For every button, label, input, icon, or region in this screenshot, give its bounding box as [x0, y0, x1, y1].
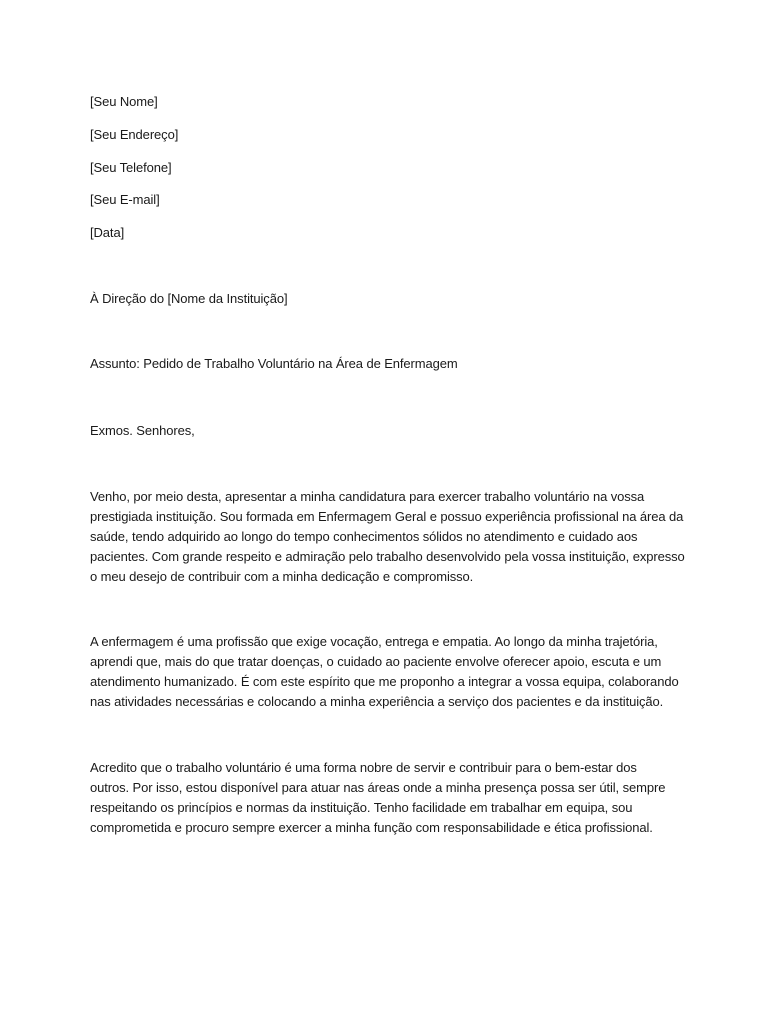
paragraph-line: atendimento humanizado. É com este espírito que me proponho a integrar a vossa equipa, colaborando: [90, 674, 679, 689]
sender-address: [Seu Endereço]: [90, 127, 179, 142]
paragraph-line: respeitando os princípios e normas da instituição. Tenho facilidade em trabalhar em equipa, sou: [90, 800, 633, 815]
recipient-line: À Direção do [Nome da Instituição]: [90, 291, 288, 306]
paragraph-line: pacientes. Com grande respeito e admiração pelo trabalho desenvolvido pela vossa instituição, expresso: [90, 549, 685, 564]
paragraph-1: [90, 487, 685, 587]
sender-phone: [Seu Telefone]: [90, 160, 172, 175]
paragraph-line: Venho, por meio desta, apresentar a minha candidatura para exercer trabalho voluntário na vossa: [90, 489, 645, 504]
paragraph-line: Acredito que o trabalho voluntário é uma forma nobre de servir e contribuir para o bem-estar dos: [90, 760, 637, 775]
salutation: Exmos. Senhores,: [90, 423, 195, 438]
sender-name: [Seu Nome]: [90, 94, 158, 109]
paragraph-line: aprendi que, mais do que tratar doenças, o cuidado ao paciente envolve oferecer apoio, escuta e um: [90, 654, 662, 669]
subject-line: Assunto: Pedido de Trabalho Voluntário na Área de Enfermagem: [90, 356, 458, 371]
paragraph-line: A enfermagem é uma profissão que exige vocação, entrega e empatia. Ao longo da minha trajetória,: [90, 634, 658, 649]
paragraph-line: outros. Por isso, estou disponível para atuar nas áreas onde a minha presença possa ser útil, sempre: [90, 780, 666, 795]
paragraph-line: saúde, tendo adquirido ao longo do tempo conhecimentos sólidos no atendimento e cuidado aos: [90, 529, 638, 544]
letter-date: [Data]: [90, 225, 125, 240]
paragraph-line: o meu desejo de contribuir com a minha dedicação e compromisso.: [90, 569, 474, 584]
paragraph-line: prestigiada instituição. Sou formada em Enfermagem Geral e possuo experiência profissional na área da: [90, 509, 684, 524]
sender-email: [Seu E-mail]: [90, 192, 160, 207]
paragraph-3: [90, 758, 682, 838]
paragraph-2: [90, 632, 682, 712]
paragraph-line: comprometida e procuro sempre exercer a minha função com responsabilidade e ética profissional.: [90, 820, 653, 835]
paragraph-line: nas atividades necessárias e colocando a minha experiência a serviço dos pacientes e da instituição.: [90, 694, 664, 709]
